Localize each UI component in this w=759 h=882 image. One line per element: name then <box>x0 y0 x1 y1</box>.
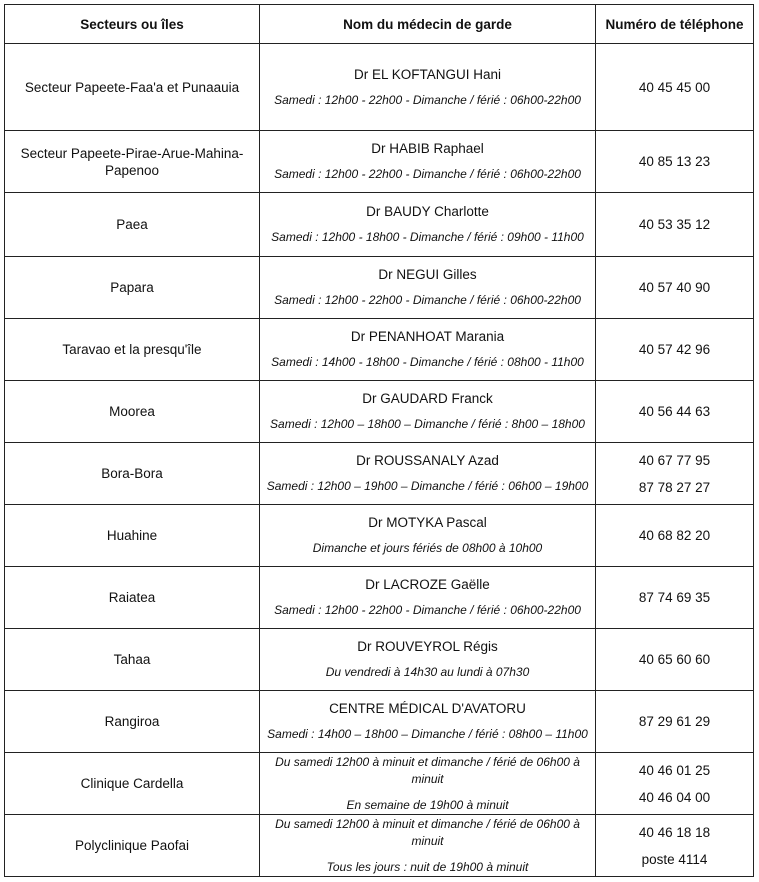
phone-cell <box>596 815 754 877</box>
doctor-cell <box>260 753 596 815</box>
table-row <box>5 319 754 381</box>
phone-number: 40 46 18 18 <box>638 824 711 840</box>
phone-cell <box>596 44 754 131</box>
doctor-name: Dr MOTYKA Pascal <box>368 515 487 530</box>
phone-cell <box>596 753 754 815</box>
on-call-hours: Samedi : 12h00 - 22h00 - Dimanche / férié : 06h00-22h00 <box>274 92 581 107</box>
doctor-name: Dr HABIB Raphael <box>371 141 484 156</box>
phone-number: 40 68 82 20 <box>638 528 711 543</box>
phone-cell <box>596 505 754 567</box>
doctor-name: Dr LACROZE Gaëlle <box>365 577 490 592</box>
sector-cell: Bora-Bora <box>5 443 260 505</box>
doctor-cell <box>260 44 596 131</box>
on-call-hours: Du samedi 12h00 à minuit et dimanche / férié de 06h00 à minuit <box>275 816 580 848</box>
phone-cell <box>596 193 754 257</box>
on-call-hours-weekday: En semaine de 19h00 à minuit <box>346 797 509 812</box>
on-call-hours: Samedi : 12h00 - 18h00 - Dimanche / férié : 09h00 - 11h00 <box>271 230 584 244</box>
doctor-cell <box>260 567 596 629</box>
doctor-cell <box>260 691 596 753</box>
sector-cell: Paea <box>5 193 260 257</box>
table-row <box>5 443 754 505</box>
doctor-name: Dr ROUSSANALY Azad <box>356 453 499 468</box>
table-row <box>5 567 754 629</box>
doctor-name: Dr BAUDY Charlotte <box>366 204 489 219</box>
phone-cell <box>596 381 754 443</box>
sector-cell: Huahine <box>5 505 260 567</box>
on-call-hours: Samedi : 14h00 – 18h00 – Dimanche / férié : 08h00 – 11h00 <box>267 727 588 741</box>
table-row <box>5 691 754 753</box>
doctor-cell <box>260 131 596 193</box>
phone-number-secondary: 87 78 27 27 <box>638 479 711 495</box>
on-call-hours-daily: Tous les jours : nuit de 19h00 à minuit <box>326 859 529 874</box>
on-call-hours: Samedi : 12h00 - 22h00 - Dimanche / férié : 06h00-22h00 <box>274 293 581 307</box>
phone-number-secondary: 40 46 04 00 <box>638 789 711 805</box>
header-doctor: Nom du médecin de garde <box>260 5 596 44</box>
phone-cell <box>596 131 754 193</box>
phone-cell <box>596 629 754 691</box>
phone-number: 40 45 45 00 <box>638 79 711 95</box>
phone-number: 40 57 42 96 <box>638 342 711 357</box>
phone-cell <box>596 257 754 319</box>
doctor-cell <box>260 443 596 505</box>
phone-number: 40 53 35 12 <box>638 217 711 232</box>
phone-cell <box>596 691 754 753</box>
table-row <box>5 629 754 691</box>
phone-cell <box>596 319 754 381</box>
on-call-hours: Dimanche et jours fériés de 08h00 à 10h00 <box>312 541 543 555</box>
table-row <box>5 257 754 319</box>
sector-cell: Taravao et la presqu'île <box>5 319 260 381</box>
on-call-hours: Samedi : 12h00 - 22h00 - Dimanche / férié : 06h00-22h00 <box>274 603 581 617</box>
doctor-name: Dr NEGUI Gilles <box>378 267 477 282</box>
table-row <box>5 505 754 567</box>
phone-number: 40 65 60 60 <box>638 652 711 667</box>
phone-number: 40 57 40 90 <box>638 280 711 295</box>
sector-cell: Tahaa <box>5 629 260 691</box>
sector-cell: Polyclinique Paofai <box>5 815 260 877</box>
doctor-cell <box>260 319 596 381</box>
sector-cell: Secteur Papeete-Pirae-Arue-Mahina-Papenoo <box>5 131 260 193</box>
doctor-name: Dr EL KOFTANGUI Hani <box>353 66 502 82</box>
sector-cell: Secteur Papeete-Faa'a et Punaauia <box>5 44 260 131</box>
phone-number: 40 46 01 25 <box>638 762 711 778</box>
phone-cell <box>596 443 754 505</box>
phone-number: 40 67 77 95 <box>638 452 711 468</box>
table-row <box>5 131 754 193</box>
doctor-name: Dr GAUDARD Franck <box>362 391 493 406</box>
doctor-cell <box>260 629 596 691</box>
doctor-cell <box>260 193 596 257</box>
doctor-cell <box>260 505 596 567</box>
doctor-cell <box>260 257 596 319</box>
header-sector: Secteurs ou îles <box>5 5 260 44</box>
on-call-hours: Samedi : 14h00 - 18h00 - Dimanche / férié : 08h00 - 11h00 <box>271 355 584 369</box>
doctor-name: Dr PENANHOAT Marania <box>350 329 505 344</box>
table-row <box>5 815 754 877</box>
table-row <box>5 753 754 815</box>
table-row <box>5 44 754 131</box>
on-call-hours: Du samedi 12h00 à minuit et dimanche / férié de 06h00 à minuit <box>275 754 580 786</box>
on-call-hours: Du vendredi à 14h30 au lundi à 07h30 <box>325 665 530 679</box>
sector-cell: Rangiroa <box>5 691 260 753</box>
phone-number: 87 29 61 29 <box>638 714 711 729</box>
on-call-doctors-table <box>4 4 754 877</box>
doctor-name: CENTRE MÉDICAL D'AVATORU <box>329 701 526 716</box>
doctor-cell <box>260 815 596 877</box>
on-call-hours: Samedi : 12h00 – 18h00 – Dimanche / férié : 8h00 – 18h00 <box>270 417 585 431</box>
phone-extension: poste 4114 <box>641 851 708 867</box>
phone-number: 40 56 44 63 <box>638 404 711 419</box>
doctor-name: Dr ROUVEYROL Régis <box>357 639 498 654</box>
doctor-cell <box>260 381 596 443</box>
header-phone: Numéro de téléphone <box>596 5 754 44</box>
phone-number: 87 74 69 35 <box>638 590 711 605</box>
sector-cell: Raiatea <box>5 567 260 629</box>
phone-number: 40 85 13 23 <box>638 154 711 169</box>
table-row <box>5 381 754 443</box>
header-row <box>5 5 754 44</box>
sector-cell: Moorea <box>5 381 260 443</box>
on-call-hours: Samedi : 12h00 - 22h00 - Dimanche / férié : 06h00-22h00 <box>274 167 581 181</box>
table-row <box>5 193 754 257</box>
phone-cell <box>596 567 754 629</box>
sector-cell: Papara <box>5 257 260 319</box>
on-call-hours: Samedi : 12h00 – 19h00 – Dimanche / férié : 06h00 – 19h00 <box>266 479 589 493</box>
sector-cell: Clinique Cardella <box>5 753 260 815</box>
